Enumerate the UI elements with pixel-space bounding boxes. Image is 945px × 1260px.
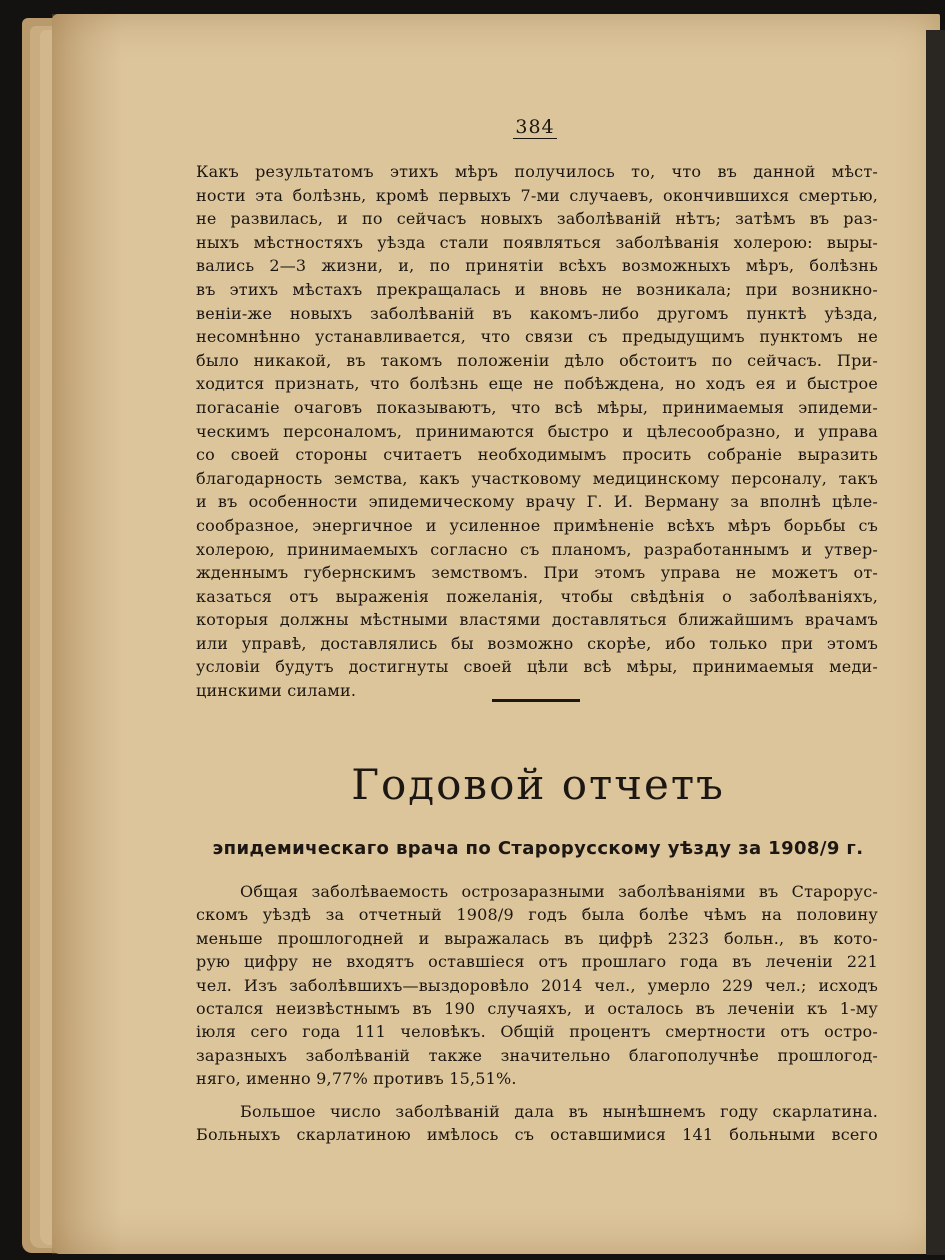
text-line: іюля сего года 111 человѣкъ. Общій процентъ смертности отъ остро- (196, 1022, 878, 1042)
text-line: и въ особенности эпидемическому врачу Г. И. Верману за вполнѣ цѣле- (196, 492, 878, 512)
section-divider (492, 699, 580, 702)
text-line: скомъ уѣздѣ за отчетный 1908/9 годъ была болѣе чѣмъ на половину (196, 905, 878, 925)
text-line: со своей стороны считаетъ необходимымъ просить собраніе выразить (196, 445, 878, 465)
text-line: вались 2—3 жизни, и, по принятіи всѣхъ возможныхъ мѣръ, болѣзнь (196, 256, 878, 276)
text-line: холерою, принимаемыхъ согласно съ планомъ, разработаннымъ и утвер- (196, 539, 878, 559)
paragraph-morbidity (196, 880, 878, 1091)
text-line: цинскими силами. (196, 681, 357, 701)
text-line: благодарность земства, какъ участковому медицинскому персоналу, такъ (196, 468, 878, 488)
text-line: погасаніе очаговъ показываютъ, что всѣ мѣры, принимаемыя эпидеми- (196, 397, 878, 417)
text-line: которыя должны мѣстными властями доставляться ближайшимъ врачамъ (196, 610, 878, 630)
text-line: няго, именно 9,77% противъ 15,51%. (196, 1069, 517, 1089)
book-edge-shadow (926, 30, 945, 1255)
text-line: рую цифру не входятъ оставшіеся отъ прошлаго года въ леченіи 221 (196, 952, 878, 972)
text-line: Какъ результатомъ этихъ мѣръ получилось то, что въ данной мѣст- (196, 162, 878, 181)
text-line: Общая заболѣваемость острозаразными заболѣваніями въ Старорус- (240, 882, 878, 901)
text-line: условіи будутъ достигнуты своей цѣли всѣ мѣры, принимаемыя меди- (196, 657, 878, 677)
text-line: въ этихъ мѣстахъ прекращалась и вновь не возникала; при возникно- (196, 279, 878, 299)
paragraph-scarlet-fever (196, 1100, 878, 1147)
report-title: Годовой отчетъ (351, 760, 725, 809)
text-line: ческимъ персоналомъ, принимаются быстро и цѣлесообразно, и управа (196, 421, 878, 441)
text-line: несомнѣнно устанавливается, что связи съ предыдущимъ пунктомъ не (196, 327, 878, 347)
text-line: ности эта болѣзнь, кромѣ первыхъ 7-ми случаевъ, окончившихся смертью, (196, 185, 878, 205)
text-line: казаться отъ выраженія пожеланія, чтобы свѣдѣнія о заболѣваніяхъ, (196, 586, 878, 606)
text-line: было никакой, въ такомъ положеніи дѣло обстоитъ по сейчасъ. При- (196, 350, 878, 370)
text-line: чел. Изъ заболѣвшихъ—выздоровѣло 2014 чел., умерло 229 чел.; исходъ (196, 975, 878, 995)
text-line: не развилась, и по сейчасъ новыхъ заболѣваній нѣтъ; затѣмъ въ раз- (196, 209, 878, 229)
text-line: ныхъ мѣстностяхъ уѣзда стали появляться заболѣванія холерою: выры- (196, 232, 878, 252)
text-line: жденнымъ губернскимъ земствомъ. При этомъ управа не можетъ от- (196, 563, 878, 583)
report-subtitle: эпидемическаго врача по Старорусскому уѣзду за 1908/9 г. (212, 838, 864, 859)
text-line: веніи-же новыхъ заболѣваній въ какомъ-либо другомъ пунктѣ уѣзда, (196, 303, 878, 323)
text-line: заразныхъ заболѣваній также значительно благополучнѣе прошлогод- (196, 1045, 878, 1065)
text-line: Больныхъ скарлатиною имѣлось съ оставшимися 141 больными всего (196, 1125, 878, 1145)
text-line: остался неизвѣстнымъ въ 190 случаяхъ, и осталось въ леченіи къ 1-му (196, 998, 878, 1018)
text-line: меньше прошлогодней и выражалась въ цифрѣ 2323 больн., въ кото- (196, 928, 878, 948)
text-line: сообразное, энергичное и усиленное примѣненіе всѣхъ мѣръ борьбы съ (196, 515, 878, 535)
text-line: ходится признать, что болѣзнь еще не побѣждена, но ходъ ея и быстрое (196, 374, 878, 394)
text-line: Большое число заболѣваній дала въ нынѣшнемъ году скарлатина. (240, 1102, 878, 1121)
text-line: или управѣ, доставлялись бы возможно скорѣе, ибо только при этомъ (196, 633, 878, 653)
page-number: 384 (515, 116, 555, 138)
paragraph-cholera-measures (196, 160, 878, 703)
